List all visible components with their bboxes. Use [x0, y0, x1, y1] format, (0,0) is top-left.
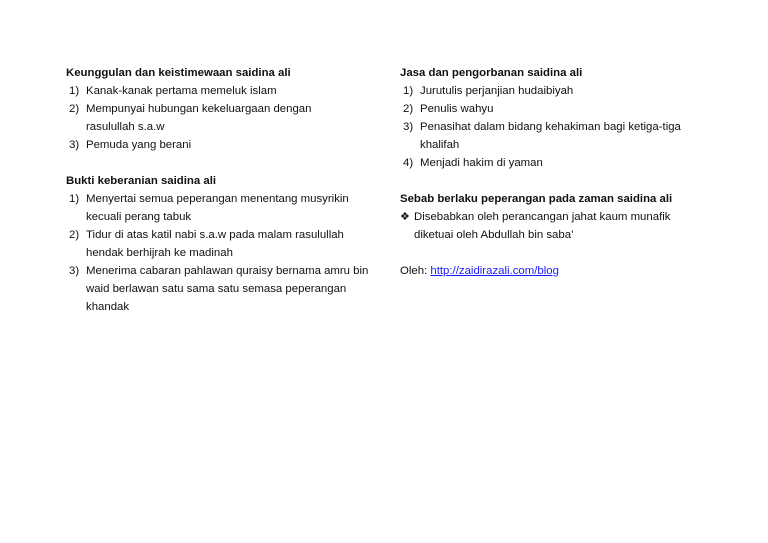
blog-link[interactable]: http://zaidirazali.com/blog	[430, 265, 559, 277]
keunggulan-list	[66, 82, 386, 154]
list-number: 3)	[69, 139, 80, 151]
list-number: 1)	[69, 85, 80, 97]
list-item-text: Menerima cabaran pahlawan quraisy bernama amru bin waid berlawan satu sama satu semasa peperangan khandak	[86, 265, 369, 313]
list-number: 1)	[403, 85, 414, 97]
section-heading-bukti: Bukti keberanian saidina ali	[66, 175, 217, 187]
bullet-item	[400, 208, 694, 244]
jasa-list	[400, 82, 730, 172]
list-number: 1)	[69, 193, 80, 205]
list-number: 3)	[403, 121, 414, 133]
list-item	[66, 226, 372, 262]
section-heading-sebab: Sebab berlaku peperangan pada zaman saidina ali	[400, 193, 673, 205]
list-item-text: Penulis wahyu	[420, 103, 494, 115]
section-heading-keunggulan: Keunggulan dan keistimewaan saidina ali	[66, 67, 291, 79]
list-item-text: Pemuda yang berani	[86, 139, 192, 151]
list-number: 2)	[69, 103, 80, 115]
section-heading-jasa: Jasa dan pengorbanan saidina ali	[400, 67, 583, 79]
list-item	[66, 136, 386, 154]
list-item	[400, 118, 720, 154]
list-item-text: Menjadi hakim di yaman	[420, 157, 543, 169]
list-item	[400, 82, 730, 100]
list-item-text: Jurutulis perjanjian hudaibiyah	[420, 85, 574, 97]
list-item-text: Penasihat dalam bidang kehakiman bagi ketiga-tiga khalifah	[420, 121, 681, 151]
list-item-text: Mempunyai hubungan kekeluargaan dengan rasulullah s.a.w	[86, 103, 312, 133]
list-number: 2)	[69, 229, 80, 241]
left-column	[66, 64, 386, 316]
credit-label: Oleh:	[400, 265, 431, 277]
list-item	[66, 262, 386, 316]
list-item	[66, 190, 372, 226]
list-number: 4)	[403, 157, 414, 169]
list-item-text: Kanak-kanak pertama memeluk islam	[86, 85, 277, 97]
list-item-text: Tidur di atas katil nabi s.a.w pada malam rasulullah hendak berhijrah ke madinah	[86, 229, 344, 259]
credit-line	[400, 262, 730, 280]
list-number: 3)	[69, 265, 80, 277]
list-item	[66, 100, 318, 136]
list-item	[400, 154, 730, 172]
list-item	[400, 100, 730, 118]
diamond-bullet-icon: ❖	[400, 211, 410, 223]
list-number: 2)	[403, 103, 414, 115]
right-column	[400, 64, 730, 280]
bukti-list	[66, 190, 386, 316]
list-item	[66, 82, 386, 100]
list-item-text: Menyertai semua peperangan menentang musyrikin kecuali perang tabuk	[86, 193, 349, 223]
bullet-item-text: Disebabkan oleh perancangan jahat kaum munafik diketuai oleh Abdullah bin saba’	[414, 211, 671, 241]
